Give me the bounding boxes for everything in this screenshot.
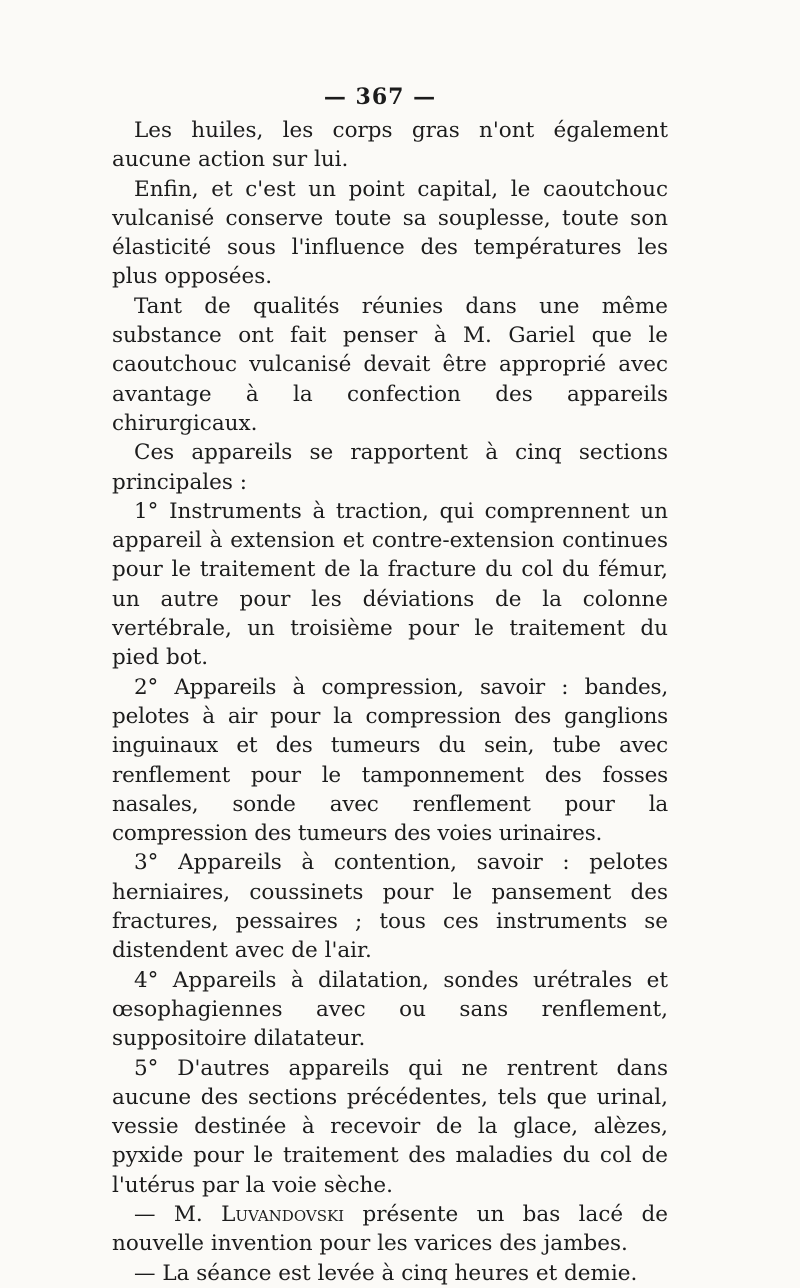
paragraph-luvandovski xyxy=(112,1200,668,1259)
luvandovski-prefix: — M. xyxy=(134,1201,222,1227)
paragraph-elasticity: Enfin, et c'est un point capital, le caoutchouc vulcanisé conserve toute sa souplesse, toute son élasticité sous l'influence des températures les plus opposées. xyxy=(112,176,668,290)
paragraph-traction: 1° Instruments à traction, qui comprennent un appareil à extension et contre-extension continues pour le traitement de la fracture du col du fémur, un autre pour les déviations de la colonne vertébrale, un troisième pour le traitement du pied bot. xyxy=(112,498,668,671)
paragraph-dilatation: 4° Appareils à dilatation, sondes urétrales et œsophagiennes avec ou sans renflement, suppositoire dilatateur. xyxy=(112,967,668,1052)
paragraph-closing: — La séance est levée à cinq heures et demie. xyxy=(134,1260,638,1286)
body-text xyxy=(112,116,668,1288)
paragraph-contention: 3° Appareils à contention, savoir : pelotes herniaires, coussinets pour le pansement des fractures, pessaires ; tous ces instruments se distendent avec de l'air. xyxy=(112,850,668,964)
paragraph-other-devices: 5° D'autres appareils qui ne rentrent dans aucune des sections précédentes, tels que urinal, vessie destinée à recevoir de la glace, alèzes, pyxide pour le traitement des maladies du col de l'utérus par la voie sèche. xyxy=(112,1055,668,1198)
paragraph-sections-intro: Ces appareils se rapportent à cinq sections principales : xyxy=(112,440,668,495)
paragraph-oils: Les huiles, les corps gras n'ont également aucune action sur lui. xyxy=(112,118,668,173)
paragraph-gariel: Tant de qualités réunies dans une même substance ont fait penser à M. Gariel que le caoutchouc vulcanisé devait être approprié avec avantage à la confection des appareils chirurgicaux. xyxy=(112,293,668,436)
paragraph-compression: 2° Appareils à compression, savoir : bandes, pelotes à air pour la compression des ganglions inguinaux et des tumeurs du sein, tube avec renflement pour le tamponnement des fosses nasales, sonde avec renflement pour la compression des tumeurs des voies urinaires. xyxy=(112,674,668,847)
luvandovski-name: Luvandovski xyxy=(221,1201,345,1227)
page-number: — 367 — xyxy=(323,84,437,110)
luvandovski-rest: présente un bas lacé de nouvelle invention pour les varices des jambes. xyxy=(112,1201,668,1257)
